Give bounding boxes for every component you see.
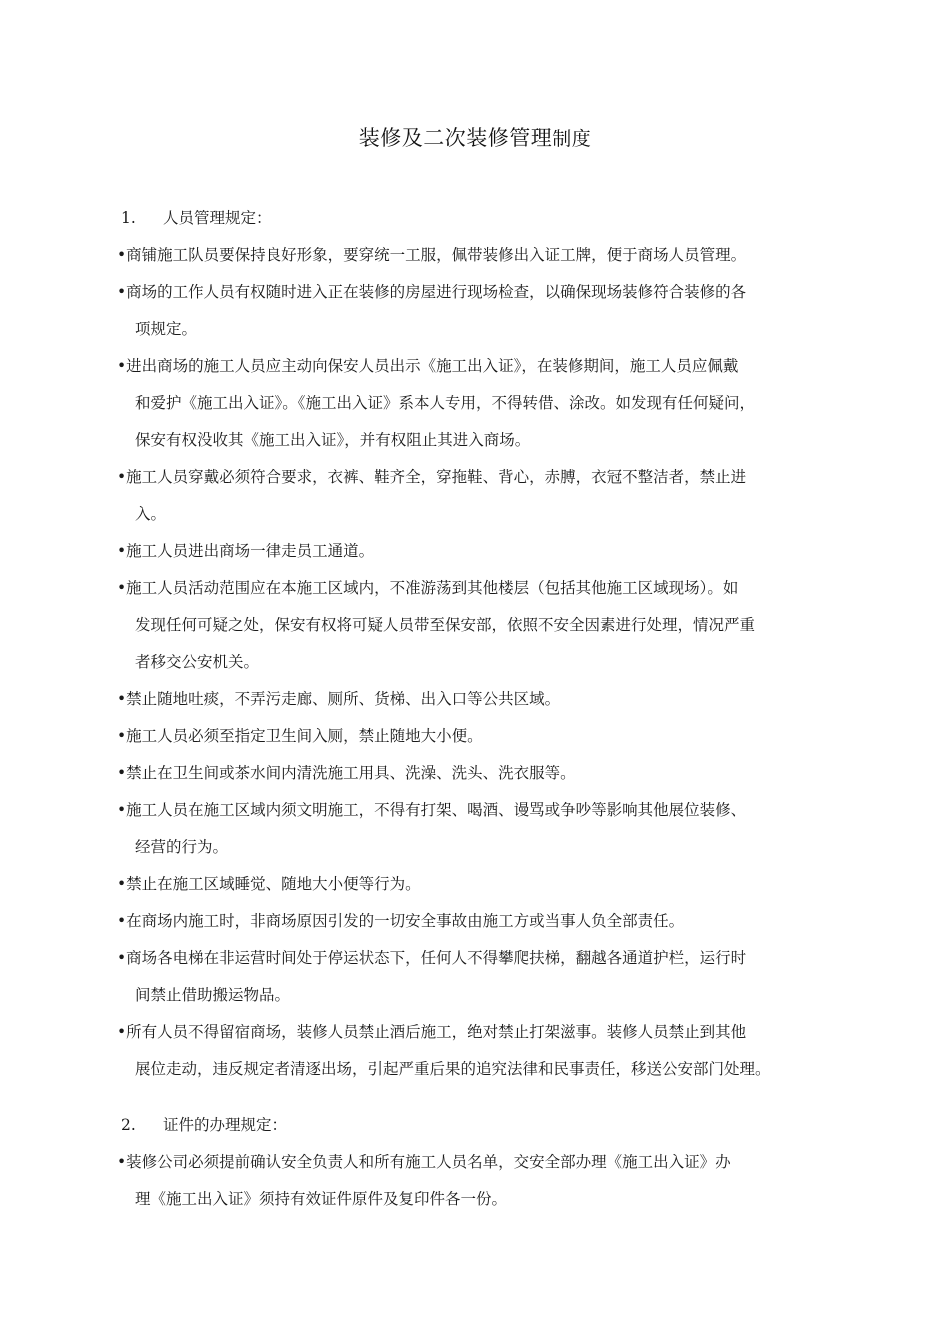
bullet-item	[117, 533, 847, 570]
bullet-item	[117, 681, 847, 718]
bullet-item	[117, 274, 847, 348]
bullet-line: •进出商场的施工人员应主动向保安人员出示《施工出入证》，在装修期间，施工人员应佩戴	[117, 357, 739, 375]
bullet-line: •商铺施工队员要保持良好形象，要穿统一工服，佩带装修出入证工牌，便于商场人员管理。	[117, 246, 747, 264]
bullet-continuation-line: 者移交公安机关。	[135, 653, 260, 671]
bullet-continuation-line: 展位走动，违反规定者清逐出场，引起严重后果的追究法律和民事责任，移送公安部门处理。	[135, 1060, 771, 1078]
bullet-line: •所有人员不得留宿商场，装修人员禁止酒后施工，绝对禁止打架滋事。装修人员禁止到其他	[117, 1023, 747, 1041]
bullet-item	[117, 792, 847, 866]
bullet-item	[117, 459, 847, 533]
bullet-continuation-line: 间禁止借助搬运物品。	[135, 986, 291, 1004]
document-title-main: 装修及二次装修管理	[358, 126, 553, 150]
bullet-item	[117, 755, 847, 792]
bullet-item	[117, 718, 847, 755]
bullet-continuation-line: 入。	[135, 505, 167, 523]
section-heading	[117, 200, 847, 237]
bullet-item	[117, 866, 847, 903]
bullet-line: •施工人员必须至指定卫生间入厕，禁止随地大小便。	[117, 727, 483, 745]
section-number: 1.	[121, 209, 136, 227]
section-heading-text: 人员管理规定：	[163, 209, 272, 227]
bullet-continuation-line: 理《施工出入证》须持有效证件原件及复印件各一份。	[135, 1190, 508, 1208]
bullet-line: •禁止随地吐痰，不弄污走廊、厕所、货梯、出入口等公共区域。	[117, 690, 561, 708]
bullet-item	[117, 1014, 847, 1088]
document-body	[117, 200, 847, 1218]
bullet-line: •商场各电梯在非运营时间处于停运状态下，任何人不得攀爬扶梯，翻越各通道护栏，运行时	[117, 949, 747, 967]
bullet-line: •装修公司必须提前确认安全负责人和所有施工人员名单，交安全部办理《施工出入证》办	[117, 1153, 731, 1171]
bullet-item	[117, 237, 847, 274]
bullet-continuation-line: 项规定。	[135, 320, 198, 338]
bullet-item	[117, 940, 847, 1014]
bullet-continuation-line: 和爱护《施工出入证》。《施工出入证》系本人专用，不得转借、涂改。如发现有任何疑问，	[135, 394, 756, 412]
document-title-suffix: 制度	[552, 128, 592, 150]
section-number: 2.	[121, 1116, 136, 1134]
bullet-line: •在商场内施工时，非商场原因引发的一切安全事故由施工方或当事人负全部责任。	[117, 912, 685, 930]
bullet-item	[117, 348, 847, 459]
bullet-line: •施工人员穿戴必须符合要求，衣裤、鞋齐全，穿拖鞋、背心，赤膊，衣冠不整洁者，禁止进	[117, 468, 747, 486]
bullet-line: •施工人员在施工区域内须文明施工，不得有打架、喝酒、谩骂或争吵等影响其他展位装修、	[117, 801, 747, 819]
bullet-continuation-line: 保安有权没收其《施工出入证》，并有权阻止其进入商场。	[135, 431, 531, 449]
section-spacer	[117, 1088, 847, 1107]
bullet-line: •商场的工作人员有权随时进入正在装修的房屋进行现场检查，以确保现场装修符合装修的各	[117, 283, 747, 301]
bullet-item	[117, 570, 847, 681]
bullet-line: •施工人员进出商场一律走员工通道。	[117, 542, 375, 560]
bullet-item	[117, 903, 847, 940]
bullet-line: •禁止在施工区域睡觉、随地大小便等行为。	[117, 875, 421, 893]
document-title	[0, 122, 950, 152]
bullet-continuation-line: 发现任何可疑之处，保安有权将可疑人员带至保安部，依照不安全因素进行处理，情况严重	[135, 616, 756, 634]
bullet-continuation-line: 经营的行为。	[135, 838, 229, 856]
section-heading	[117, 1107, 847, 1144]
section-heading-text: 证件的办理规定：	[163, 1116, 288, 1134]
bullet-item	[117, 1144, 847, 1218]
bullet-line: •施工人员活动范围应在本施工区域内，不准游荡到其他楼层（包括其他施工区域现场）。如	[117, 579, 739, 597]
bullet-line: •禁止在卫生间或茶水间内清洗施工用具、洗澡、洗头、洗衣服等。	[117, 764, 576, 782]
